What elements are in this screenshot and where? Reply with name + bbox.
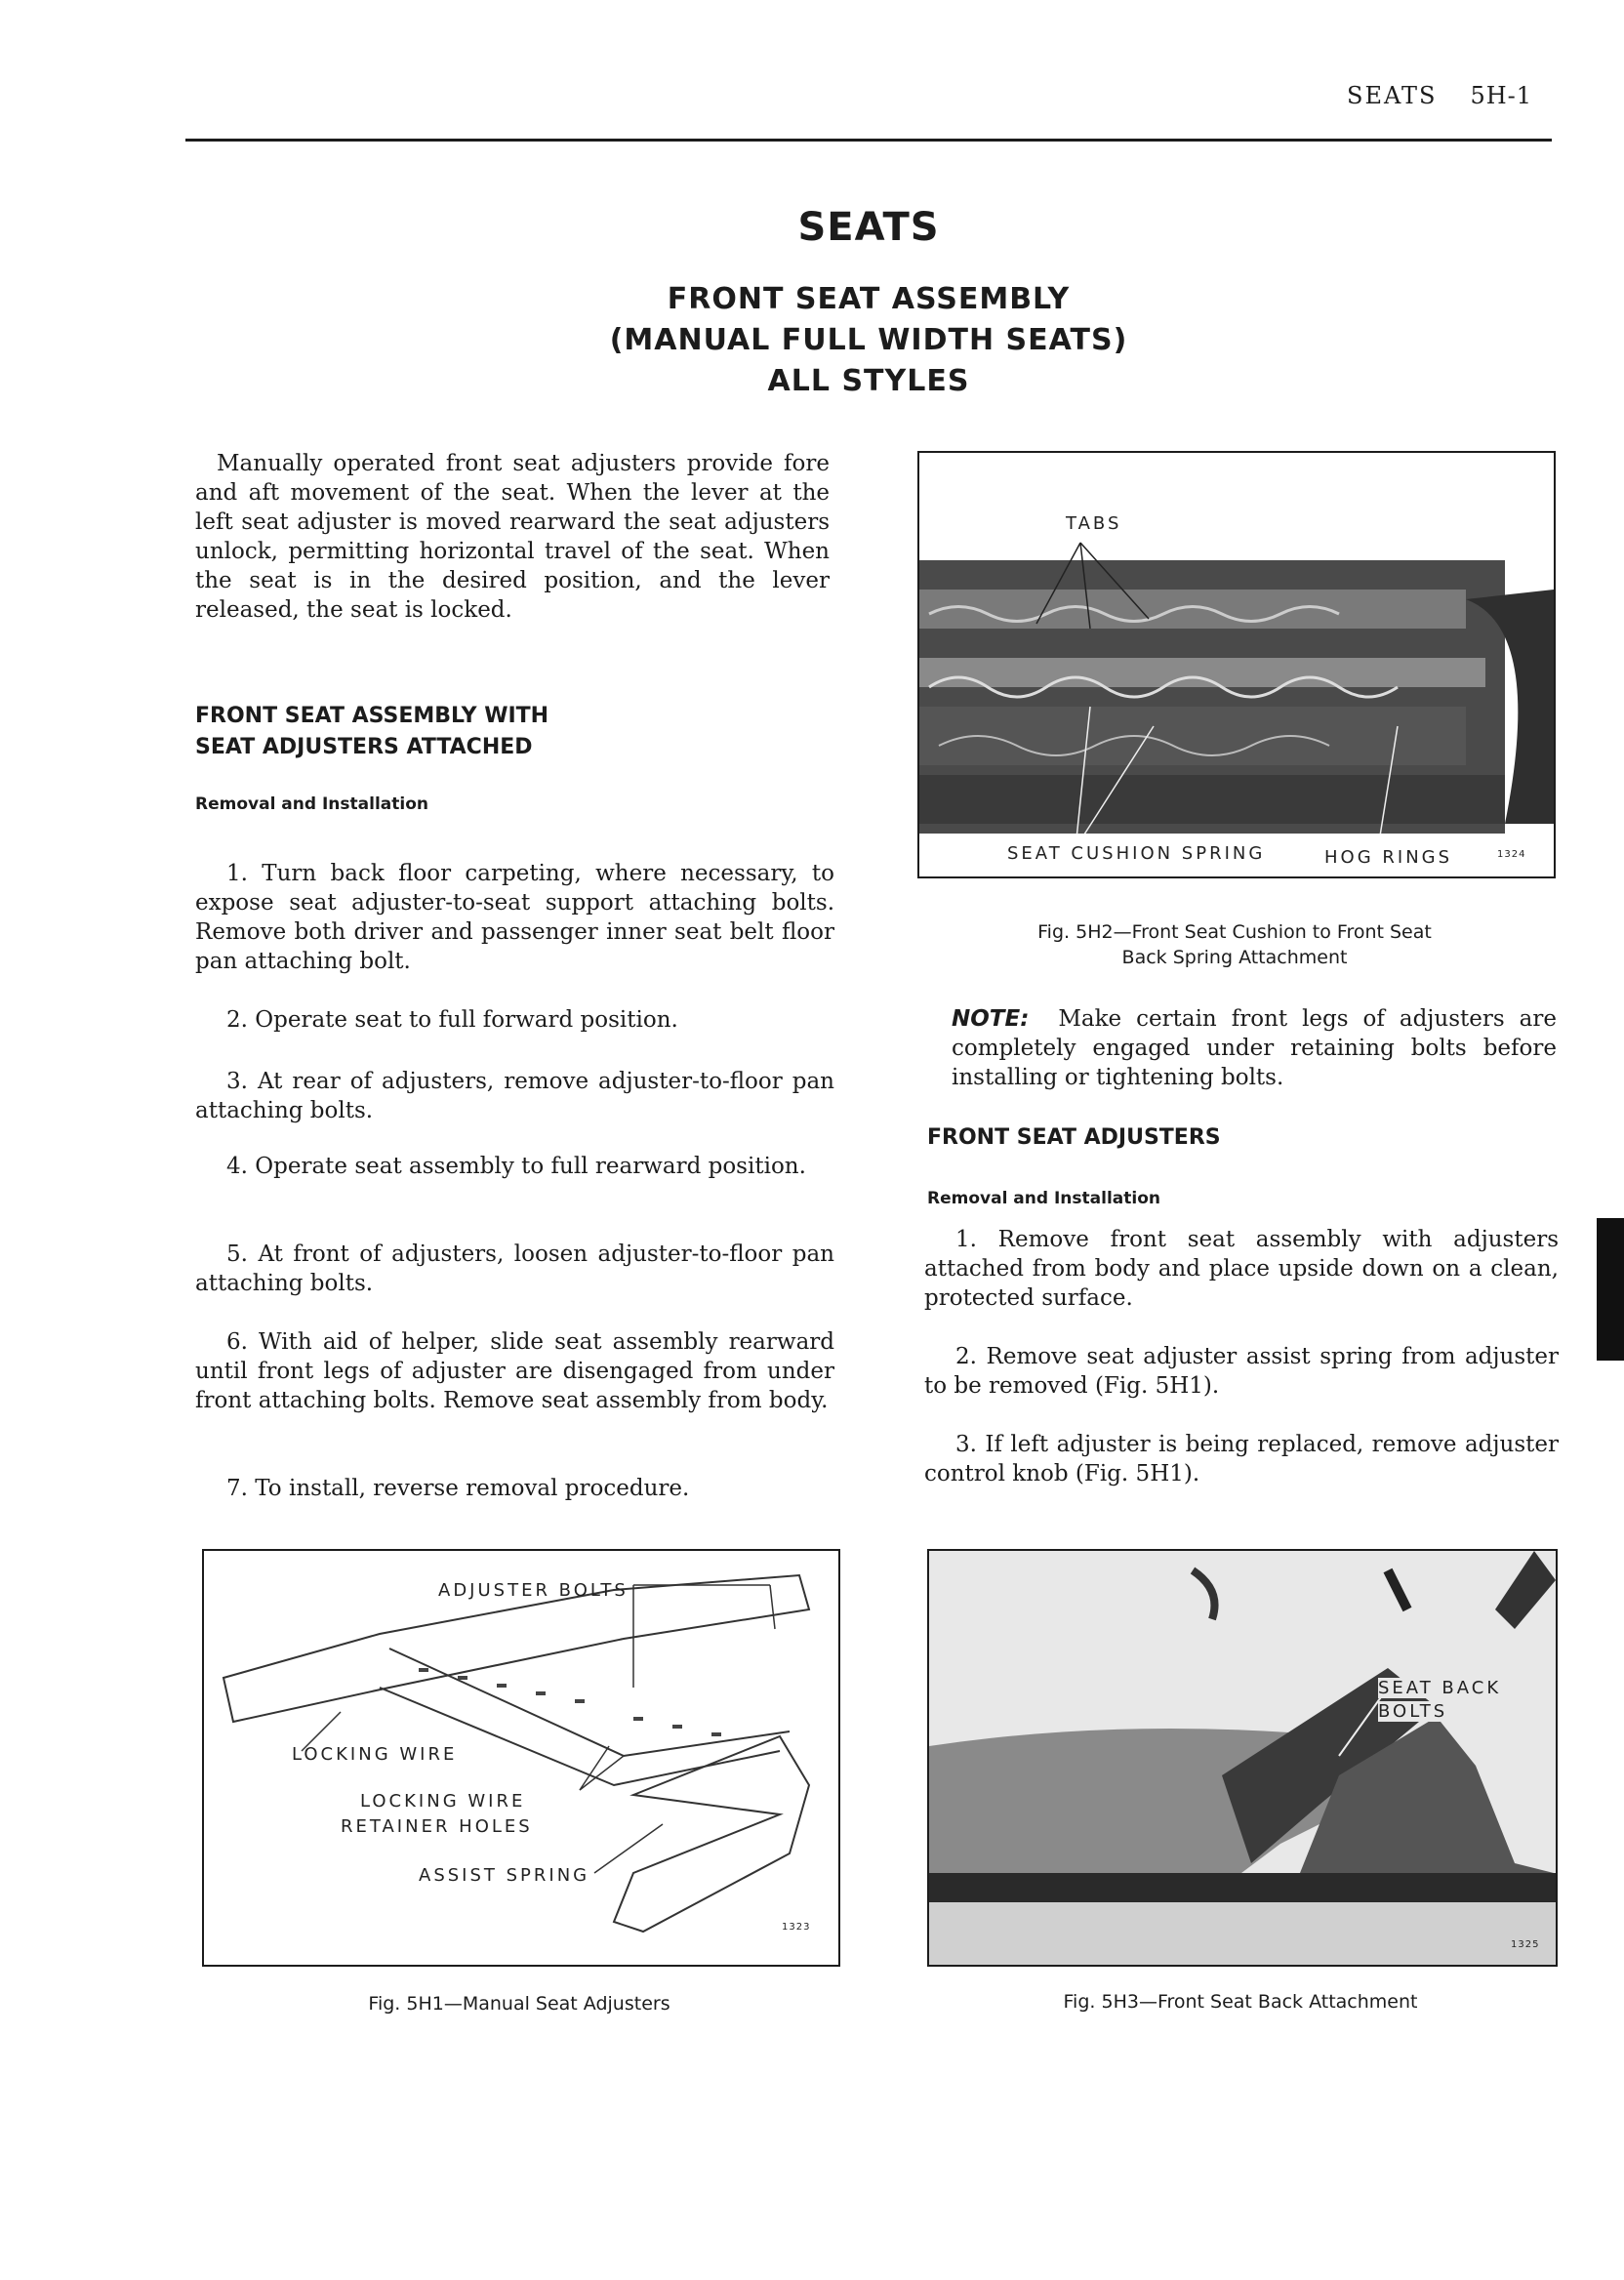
page-title: SEATS bbox=[797, 205, 940, 250]
label-locking-wire-retainer-1: LOCKING WIRE bbox=[360, 1791, 526, 1812]
section-thumb-tab bbox=[1597, 1218, 1624, 1361]
section1-step-2: 2. Operate seat to full forward position. bbox=[226, 1007, 678, 1033]
seat-back-attachment-photo bbox=[929, 1551, 1556, 1965]
subtitle-line-1: FRONT SEAT ASSEMBLY bbox=[667, 282, 1071, 316]
fig-5h1-caption: Fig. 5H1—Manual Seat Adjusters bbox=[368, 1993, 670, 2015]
section1-step-7: 7. To install, reverse removal procedure. bbox=[226, 1476, 690, 1501]
section1-step-5: 5. At front of adjusters, loosen adjuster-to-floor pan attaching bolts. bbox=[195, 1242, 834, 1296]
intro-paragraph: Manually operated front seat adjusters provide fore and aft movement of the seat. When the lever at the left seat adjuster is moved rearward the seat adjusters unlock, permitting horizontal travel of the seat. When the seat is in the desired position, and the lever released, the seat is locked. bbox=[195, 451, 830, 623]
section1-step-1: 1. Turn back floor carpeting, where necessary, to expose seat adjuster-to-seat support attaching bolts. Remove both driver and passenger inner seat belt floor pan attaching bolt. bbox=[195, 861, 834, 974]
fig-5h3-caption: Fig. 5H3—Front Seat Back Attachment bbox=[1063, 1991, 1418, 2013]
label-locking-wire-retainer-2: RETAINER HOLES bbox=[341, 1816, 533, 1837]
label-hog-rings: HOG RINGS bbox=[1324, 847, 1453, 868]
section1-subheading: Removal and Installation bbox=[195, 794, 428, 814]
label-seat-back-bolts-2: BOLTS bbox=[1378, 1701, 1448, 1722]
header-rule bbox=[185, 139, 1552, 142]
section2-step-1: 1. Remove front seat assembly with adjusters attached from body and place upside down on a clean, protected surface. bbox=[924, 1227, 1559, 1311]
note-text: Make certain front legs of adjusters are completely engaged under retaining bolts before installing or tightening bolts. bbox=[952, 1006, 1557, 1090]
section1-heading-line-2: SEAT ADJUSTERS ATTACHED bbox=[195, 735, 533, 759]
running-header bbox=[1347, 82, 1532, 109]
label-locking-wire: LOCKING WIRE bbox=[292, 1744, 458, 1765]
note-paragraph bbox=[952, 1004, 1557, 1092]
label-seat-cushion-spring: SEAT CUSHION SPRING bbox=[1007, 843, 1266, 864]
fig-5h2-caption-line-1: Fig. 5H2—Front Seat Cushion to Front Seat bbox=[1037, 921, 1432, 943]
fig-5h2-caption bbox=[917, 919, 1552, 970]
fig-5h1-illustration bbox=[202, 1549, 840, 1967]
section1-step-3: 3. At rear of adjusters, remove adjuster-to-floor pan attaching bolts. bbox=[195, 1069, 834, 1123]
section1-heading-line-1: FRONT SEAT ASSEMBLY WITH bbox=[195, 704, 549, 728]
fig-5h1-number: 1323 bbox=[782, 1922, 811, 1933]
page-number: 5H-1 bbox=[1470, 82, 1533, 109]
section1-step-6: 6. With aid of helper, slide seat assembly rearward until front legs of adjuster are disengaged from under front attaching bolts. Remove seat assembly from body. bbox=[195, 1329, 834, 1413]
section2-step-3: 3. If left adjuster is being replaced, remove adjuster control knob (Fig. 5H1). bbox=[924, 1432, 1559, 1486]
section1-step-4: 4. Operate seat assembly to full rearward position. bbox=[226, 1154, 806, 1179]
page-subtitle bbox=[586, 279, 1152, 402]
section2-step-2: 2. Remove seat adjuster assist spring from adjuster to be removed (Fig. 5H1). bbox=[924, 1344, 1559, 1399]
label-tabs: TABS bbox=[1066, 513, 1122, 534]
label-seat-back-bolts-1: SEAT BACK bbox=[1378, 1678, 1502, 1698]
section2-subheading: Removal and Installation bbox=[927, 1189, 1160, 1208]
fig-5h2-number: 1324 bbox=[1497, 849, 1526, 860]
section1-heading bbox=[195, 701, 548, 763]
label-adjuster-bolts: ADJUSTER BOLTS bbox=[438, 1580, 629, 1601]
note-label: NOTE: bbox=[952, 1006, 1030, 1032]
subtitle-line-2: (MANUAL FULL WIDTH SEATS) bbox=[609, 323, 1128, 357]
fig-5h3-photo bbox=[927, 1549, 1558, 1967]
fig-5h3-number: 1325 bbox=[1511, 1939, 1540, 1950]
subtitle-line-3: ALL STYLES bbox=[767, 364, 970, 398]
label-assist-spring: ASSIST SPRING bbox=[419, 1865, 590, 1886]
header-section: SEATS bbox=[1347, 82, 1438, 109]
fig-5h2-photo bbox=[917, 451, 1556, 878]
fig-5h2-caption-line-2: Back Spring Attachment bbox=[1121, 947, 1348, 968]
seat-cushion-spring-illustration bbox=[919, 453, 1554, 876]
section2-heading: FRONT SEAT ADJUSTERS bbox=[927, 1125, 1221, 1150]
